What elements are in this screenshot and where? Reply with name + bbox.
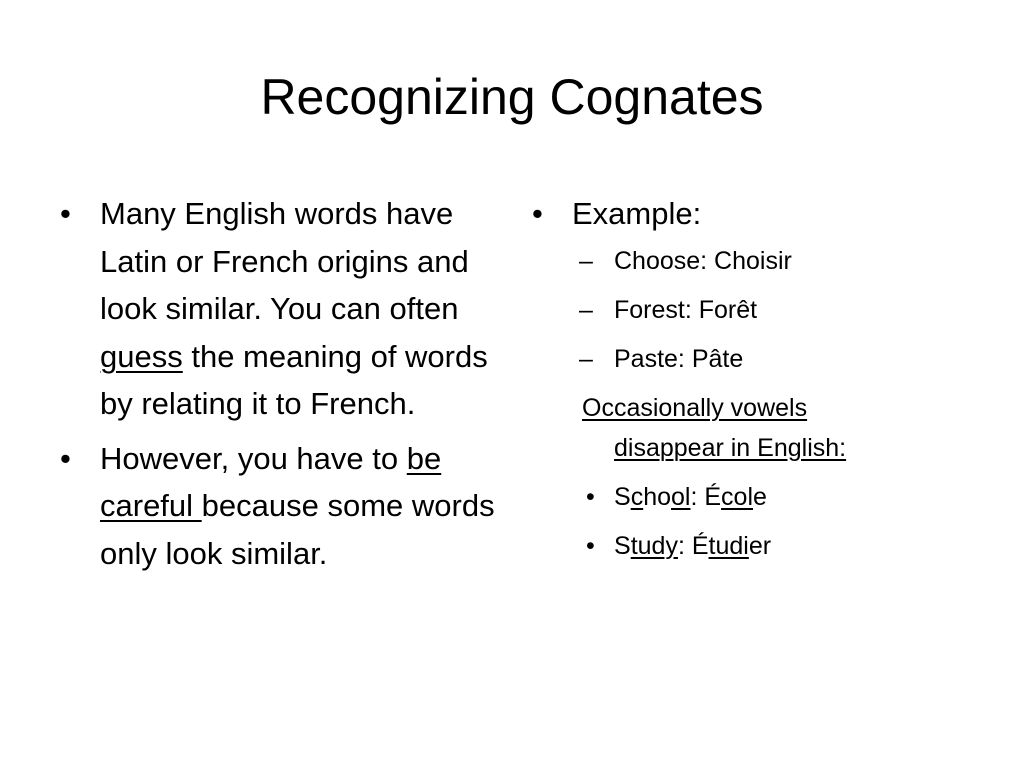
cognate-pair xyxy=(614,483,767,511)
cognate-pair xyxy=(614,532,771,560)
text-segment: because some words only look similar. xyxy=(100,488,495,571)
text-segment: ho xyxy=(643,482,671,511)
underlined-letters: c xyxy=(630,482,644,511)
list-item xyxy=(530,477,910,517)
example-text: Choose: Choisir xyxy=(614,246,792,275)
text-segment: However, you have to xyxy=(100,440,407,476)
text-segment: S xyxy=(614,482,631,511)
list-item xyxy=(530,290,910,330)
bullet-icon: • xyxy=(586,482,595,511)
right-column xyxy=(530,190,910,566)
text-segment: : É xyxy=(677,531,709,560)
bullet-icon: • xyxy=(532,196,543,231)
list-item xyxy=(530,526,910,566)
text-segment: S xyxy=(614,531,631,560)
dash-icon: – xyxy=(579,295,593,324)
underlined-word: guess xyxy=(100,338,183,374)
list-item xyxy=(530,339,910,379)
bullet-icon: • xyxy=(586,531,595,560)
text-segment: er xyxy=(748,531,772,560)
list-item xyxy=(530,241,910,281)
vowel-note-text: Occasionally vowels disappear in English: xyxy=(582,393,847,462)
underlined-letters: col xyxy=(721,482,754,511)
dash-icon: – xyxy=(579,246,593,275)
bullet-icon: • xyxy=(60,440,71,476)
list-item xyxy=(58,190,498,428)
list-item xyxy=(58,435,498,578)
left-column xyxy=(58,190,498,584)
slide-title: Recognizing Cognates xyxy=(260,69,764,125)
text-segment: e xyxy=(753,482,767,511)
bullet-text xyxy=(100,441,495,571)
bullet-icon: • xyxy=(60,196,71,231)
list-item xyxy=(530,190,910,238)
text-segment: Many English words have Latin or French origins and look similar. You can often xyxy=(100,196,469,326)
text-segment: : É xyxy=(690,482,722,511)
underlined-phrase: be careful xyxy=(100,440,442,523)
example-text: Paste: Pâte xyxy=(614,344,744,373)
underlined-letters: ol xyxy=(671,482,691,511)
underlined-letters: tudi xyxy=(708,531,749,560)
text-segment: the meaning of words by relating it to French. xyxy=(100,338,488,421)
example-heading: Example: xyxy=(572,196,702,231)
example-text: Forest: Forêt xyxy=(614,295,758,324)
bullet-text xyxy=(100,196,488,421)
vowel-note xyxy=(530,388,910,468)
dash-icon: – xyxy=(579,344,593,373)
underlined-letters: tudy xyxy=(630,531,678,560)
